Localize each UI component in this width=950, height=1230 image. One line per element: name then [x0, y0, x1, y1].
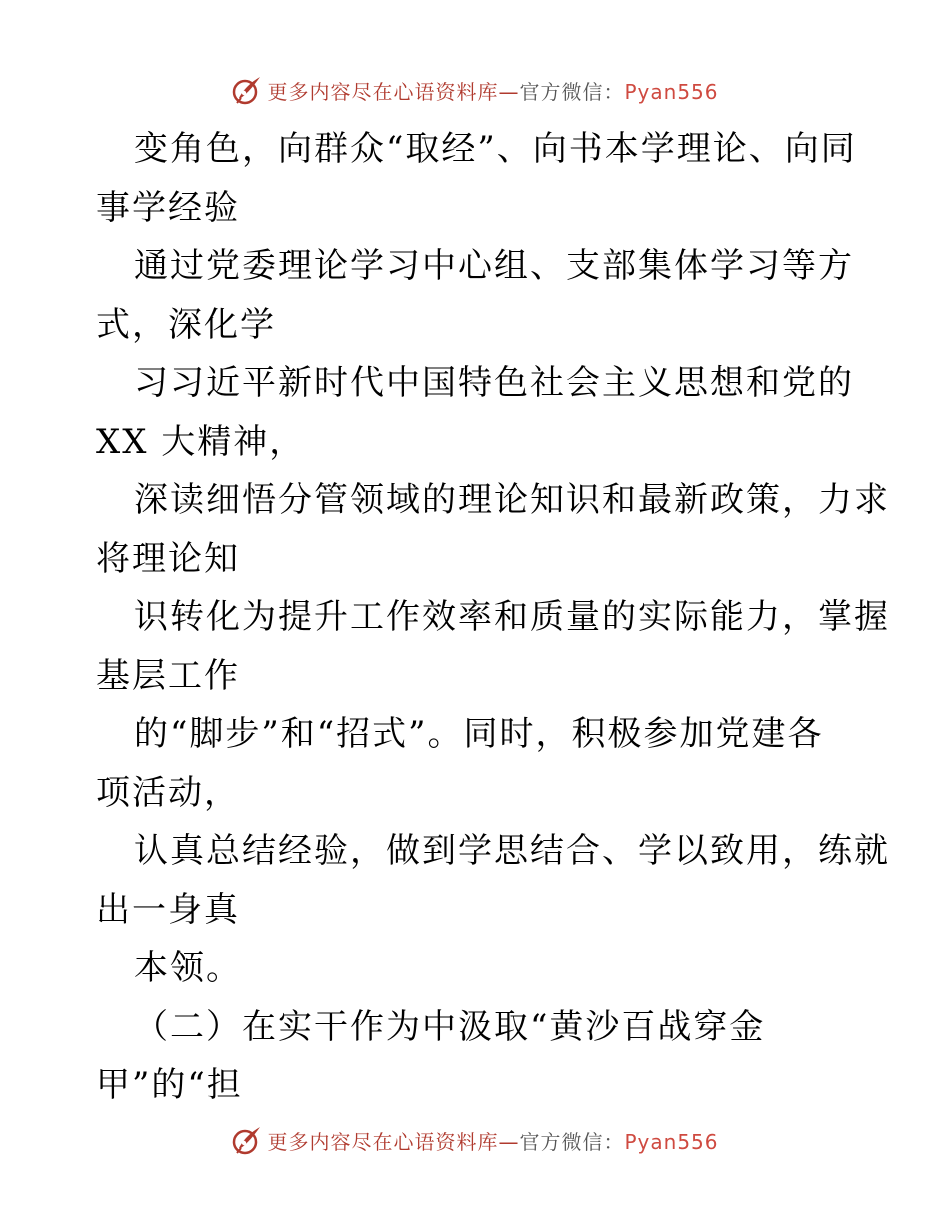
text-line: 式，深化学 [96, 304, 276, 345]
footer-watermark-banner [0, 1120, 950, 1160]
text-line: （二）在实干作为中汲取“黄沙百战穿金 [134, 1006, 766, 1047]
banner-wechat-id: Pyan556 [624, 1129, 719, 1154]
text-line: 变角色，向群众“取经”、向书本学理论、向同 [134, 129, 857, 169]
banner-separator: — [498, 79, 520, 104]
text-line: 事学经验 [96, 187, 240, 228]
banner-text [267, 76, 718, 105]
text-line: 通过党委理论学习中心组、支部集体学习等方 [134, 246, 854, 286]
text-line: 将理论知 [96, 538, 240, 579]
text-line: 出一身真 [96, 889, 240, 930]
banner-wechat-label: 官方微信： [519, 79, 625, 104]
banner-main-text: 更多内容尽在心语资料库 [267, 79, 499, 104]
header-watermark-banner [0, 70, 950, 110]
text-line: 项活动， [96, 772, 240, 813]
feather-pen-logo-icon [231, 74, 263, 106]
text-line: 基层工作 [96, 655, 240, 696]
banner-wechat-id: Pyan556 [624, 79, 719, 104]
text-line: 深读细悟分管领域的理论知识和最新政策，力求 [134, 480, 890, 520]
text-line: 认真总结经验，做到学思结合、学以致用，练就 [134, 831, 890, 871]
banner-main-text: 更多内容尽在心语资料库 [267, 1129, 499, 1154]
document-body [96, 120, 890, 1115]
banner-separator: — [498, 1129, 520, 1154]
feather-pen-logo-icon [231, 1124, 263, 1156]
text-line: 识转化为提升工作效率和质量的实际能力，掌握 [134, 597, 890, 637]
text-line: 的“脚步”和“招式”。同时，积极参加党建各 [134, 714, 824, 754]
text-line: XX 大精神， [96, 421, 306, 462]
text-line: 本领。 [134, 948, 242, 988]
banner-wechat-label: 官方微信： [519, 1129, 625, 1154]
text-line: 甲”的“担 [96, 1065, 243, 1105]
text-line: 习习近平新时代中国特色社会主义思想和党的 [134, 363, 854, 403]
banner-text [267, 1126, 718, 1155]
